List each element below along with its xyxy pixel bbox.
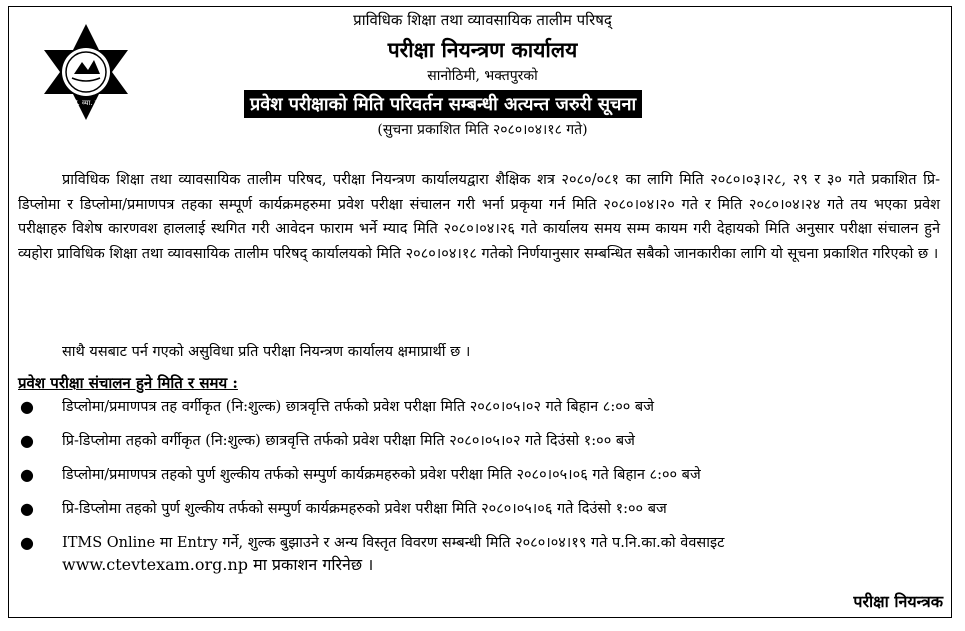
office-name: परीक्षा नियन्त्रण कार्यालय xyxy=(387,37,578,62)
schedule-item-text: डिप्लोमा/प्रमाणपत्र तहको पुर्ण शुल्कीय तर्फको सम्पुर्ण कार्यक्रमहरुको प्रवेश परीक्षा मिति २०८०।०५।०६ गते बिहान ८:०० बजे xyxy=(62,467,701,483)
schedule-item-text: प्रि-डिप्लोमा तहको पुर्ण शुल्कीय तर्फको सम्पुर्ण कार्यक्रमहरुको प्रवेश परीक्षा मिति २०८०।०५।०६ गते दिउंसो १:०० बज xyxy=(62,501,667,517)
list-item xyxy=(18,498,943,520)
bullet-icon: ● xyxy=(20,533,34,552)
schedule-item-text: डिप्लोमा/प्रमाणपत्र तह वर्गीकृत (नि:शुल्क) छात्रवृत्ति तर्फको प्रवेश परीक्षा मिति २०८०।०५।०२ गते बिहान ८:०० बजे xyxy=(62,399,654,415)
list-item xyxy=(18,396,943,418)
schedule-heading: प्रवेश परीक्षा संचालन हुने मिति र समय : xyxy=(18,374,238,392)
bullet-icon: ● xyxy=(20,465,34,484)
apology-paragraph: साथै यसबाट पर्न गएको असुविधा प्रति परीक्षा नियन्त्रण कार्यालय क्षमाप्रार्थी छ । xyxy=(62,344,471,360)
council-name: प्राविधिक शिक्षा तथा व्यावसायिक तालीम परिषद् xyxy=(353,11,612,29)
office-location: सानोठिमी, भक्तपुरको xyxy=(427,68,538,84)
website-link[interactable]: www.ctevtexam.org.np मा प्रकाशन गरिनेछ । xyxy=(62,555,374,574)
list-item xyxy=(18,464,943,486)
notice-title: प्रवेश परीक्षाको मिति परिवर्तन सम्बन्धी अत्यन्त जरुरी सूचना xyxy=(244,90,642,118)
bullet-icon: ● xyxy=(20,431,34,450)
logo-text: प्रा. शि. व्या. ता. प. xyxy=(60,99,112,107)
list-item xyxy=(18,430,943,452)
bullet-icon: ● xyxy=(20,499,34,518)
itms-info-text: ITMS Online मा Entry गर्ने, शुल्क बुझाउने र अन्य विस्तृत विवरण सम्बन्धी मिति २०८०।०४।१९ गते प.नि.का.को वेवसाइट xyxy=(62,535,725,551)
bullet-icon: ● xyxy=(20,397,34,416)
signature: परीक्षा नियन्त्रक xyxy=(853,592,943,611)
list-item xyxy=(18,532,943,577)
schedule-item-text: प्रि-डिप्लोमा तहको वर्गीकृत (नि:शुल्क) छात्रवृत्ति तर्फको प्रवेश परीक्षा मिति २०८०।०५।०२ गते दिउंसो १:०० बजे xyxy=(62,433,635,449)
notice-paragraph: प्राविधिक शिक्षा तथा व्यावसायिक तालीम परिषद, परीक्षा नियन्त्रण कार्यालयद्वारा शैक्षिक शत्र २०८०/०८१ का लागि मिति २०८०।०३।२८, २९ र ३० गते प्रकाशित प्रि-डिप्लोमा र डिप्लोमा/प्रमाणपत्र तहका सम्पूर्ण कार्यक्रमहरुमा प्रवेश परीक्षा संचालन गरी भर्ना प्रकृया गर्न मिति २०८०।०४।२० गते र मिति २०८०।०४।२४ गते तय भएका प्रवेश परीक्षाहरु विशेष कारणवश हाललाई स्थगित गरी आवेदन फाराम भर्ने म्याद मिति २०८०।०४।२६ गते कार्यालय समय सम्म कायम गरी देहायको मिति अनुसार परीक्षा संचालन हुने व्यहोरा प्राविधिक शिक्षा तथा व्यावसायिक तालीम परिषद् कार्यालयको मिति २०८०।०४।१८ गतेको निर्णयानुसार सम्बन्धित सबैको जानकारीका लागि यो सूचना प्रकाशित गरिएको छ । xyxy=(18,172,940,262)
schedule-list xyxy=(18,396,943,589)
published-date: (सुचना प्रकाशित मिति २०८०।०४।१८ गते) xyxy=(377,122,588,138)
